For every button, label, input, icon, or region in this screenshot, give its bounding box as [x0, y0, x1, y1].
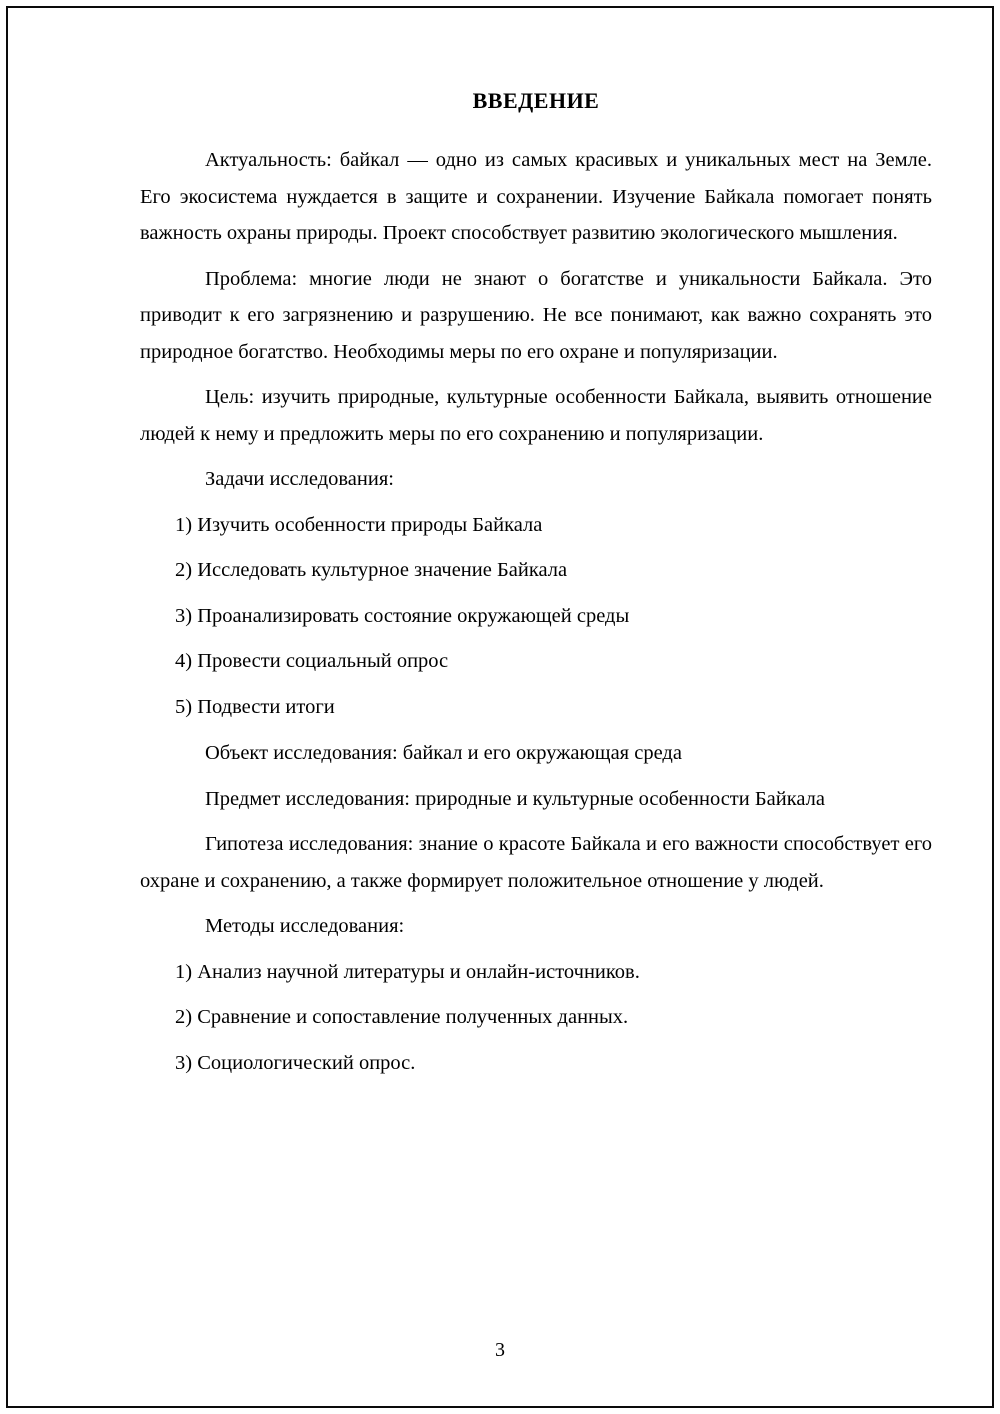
paragraph-subject: Предмет исследования: природные и культурные особенности Байкала [205, 787, 825, 810]
list-item: 3) Проанализировать состояние окружающей среды [175, 604, 630, 627]
paragraph-object: Объект исследования: байкал и его окружающая среда [205, 742, 682, 764]
list-item: 1) Изучить особенности природы Байкала [175, 513, 543, 536]
methods-list [140, 954, 932, 1082]
list-item: 3) Социологический опрос. [175, 1051, 416, 1074]
methods-heading: Методы исследования: [205, 915, 405, 937]
list-item: 5) Подвести итоги [175, 695, 335, 718]
paragraph-goal: Цель: изучить природные, культурные особенности Байкала, выявить отношение людей к нему и предложить меры по его сохранению и популяризации. [140, 386, 932, 445]
page-content [140, 88, 932, 1324]
page-title: ВВЕДЕНИЕ [472, 88, 600, 113]
paragraph-relevance: Актуальность: байкал — одно из самых красивых и уникальных мест на Земле. Его экосистема нуждается в защите и сохранении. Изучение Байкала помогает понять важность охраны природы. Проект способствует развитию экологического мышления. [140, 149, 932, 244]
list-item: 4) Провести социальный опрос [175, 650, 449, 672]
tasks-heading: Задачи исследования: [205, 468, 394, 490]
paragraph-hypothesis: Гипотеза исследования: знание о красоте Байкала и его важности способствует его охране и сохранению, а также формирует положительное отношение у людей. [140, 833, 932, 892]
list-item: 1) Анализ научной литературы и онлайн-источников. [175, 960, 640, 983]
list-item: 2) Сравнение и сопоставление полученных данных. [175, 1006, 629, 1028]
page-number: 3 [495, 1339, 505, 1361]
paragraph-problem: Проблема: многие люди не знают о богатстве и уникальности Байкала. Это приводит к его загрязнению и разрушению. Не все понимают, как важно сохранять это природное богатство. Необходимы меры по его охране и популяризации. [140, 267, 932, 363]
list-item: 2) Исследовать культурное значение Байкала [175, 559, 568, 581]
tasks-list [140, 507, 932, 726]
